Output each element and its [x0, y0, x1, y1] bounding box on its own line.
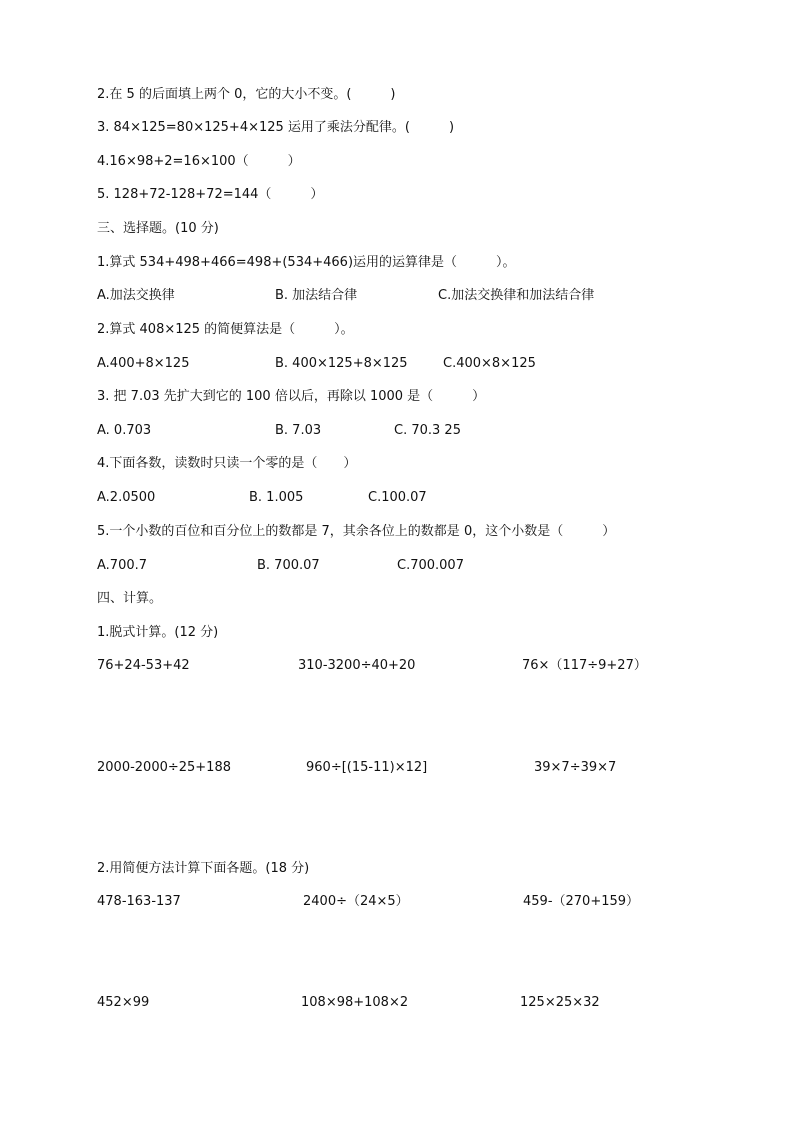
calc-expression: 960÷[(15-11)×12]: [306, 760, 428, 775]
choice-question-1: 1.算式 534+498+466=498+(534+466)运用的运算律是（ ）。: [97, 255, 516, 270]
option-a: A.700.7: [97, 558, 148, 573]
judgment-question-2: 2.在 5 的后面填上两个 0，它的大小不变。( ): [97, 87, 396, 102]
calc-expression: 478-163-137: [97, 894, 181, 909]
judgment-question-4: 4.16×98+2=16×100（ ）: [97, 154, 301, 169]
section-heading-calc: 四、计算。: [97, 591, 163, 606]
calc-part1-title: 1.脱式计算。(12 分): [97, 625, 219, 640]
choice-question-2: 2.算式 408×125 的简便算法是（ ）。: [97, 322, 354, 337]
judgment-question-3: 3. 84×125=80×125+4×125 运用了乘法分配律。( ): [97, 120, 455, 135]
calc-row: [0, 759, 794, 777]
judgment-question-5: 5. 128+72-128+72=144（ ）: [97, 187, 324, 202]
choice-options-2: [0, 355, 794, 373]
calc-expression: 452×99: [97, 995, 150, 1010]
section-heading-choice: 三、选择题。(10 分): [97, 221, 219, 236]
option-a: A.加法交换律: [97, 288, 175, 303]
calc-expression: 310-3200÷40+20: [298, 658, 416, 673]
option-b: B. 7.03: [275, 423, 322, 438]
choice-question-5: 5.一个小数的百位和百分位上的数都是 7，其余各位上的数都是 0，这个小数是（ ）: [97, 524, 616, 539]
option-b: B. 1.005: [249, 490, 304, 505]
choice-question-3: 3. 把 7.03 先扩大到它的 100 倍以后，再除以 1000 是（ ）: [97, 389, 486, 404]
calc-row: [0, 893, 794, 911]
option-c: C.加法交换律和加法结合律: [438, 288, 595, 303]
calc-expression: 125×25×32: [520, 995, 600, 1010]
calc-row: [0, 657, 794, 675]
calc-expression: 459-（270+159）: [523, 894, 640, 909]
option-a: A. 0.703: [97, 423, 152, 438]
choice-question-4: 4.下面各数，读数时只读一个零的是（ ）: [97, 456, 357, 471]
calc-expression: 76+24-53+42: [97, 658, 190, 673]
option-b: B. 700.07: [257, 558, 320, 573]
option-c: C.100.07: [368, 490, 427, 505]
choice-options-3: [0, 422, 794, 440]
choice-options-4: [0, 489, 794, 507]
calc-expression: 39×7÷39×7: [534, 760, 617, 775]
calc-expression: 108×98+108×2: [301, 995, 409, 1010]
option-b: B. 400×125+8×125: [275, 356, 408, 371]
option-c: C.700.007: [397, 558, 464, 573]
calc-row: [0, 994, 794, 1012]
choice-options-5: [0, 557, 794, 575]
calc-expression: 76×（117÷9+27）: [522, 658, 647, 673]
calc-expression: 2400÷（24×5）: [303, 894, 409, 909]
calc-part2-title: 2.用简便方法计算下面各题。(18 分): [97, 861, 310, 876]
option-a: A.2.0500: [97, 490, 156, 505]
option-b: B. 加法结合律: [275, 288, 358, 303]
option-c: C.400×8×125: [443, 356, 536, 371]
option-a: A.400+8×125: [97, 356, 190, 371]
choice-options-1: [0, 287, 794, 305]
option-c: C. 70.3 25: [394, 423, 461, 438]
calc-expression: 2000-2000÷25+188: [97, 760, 231, 775]
